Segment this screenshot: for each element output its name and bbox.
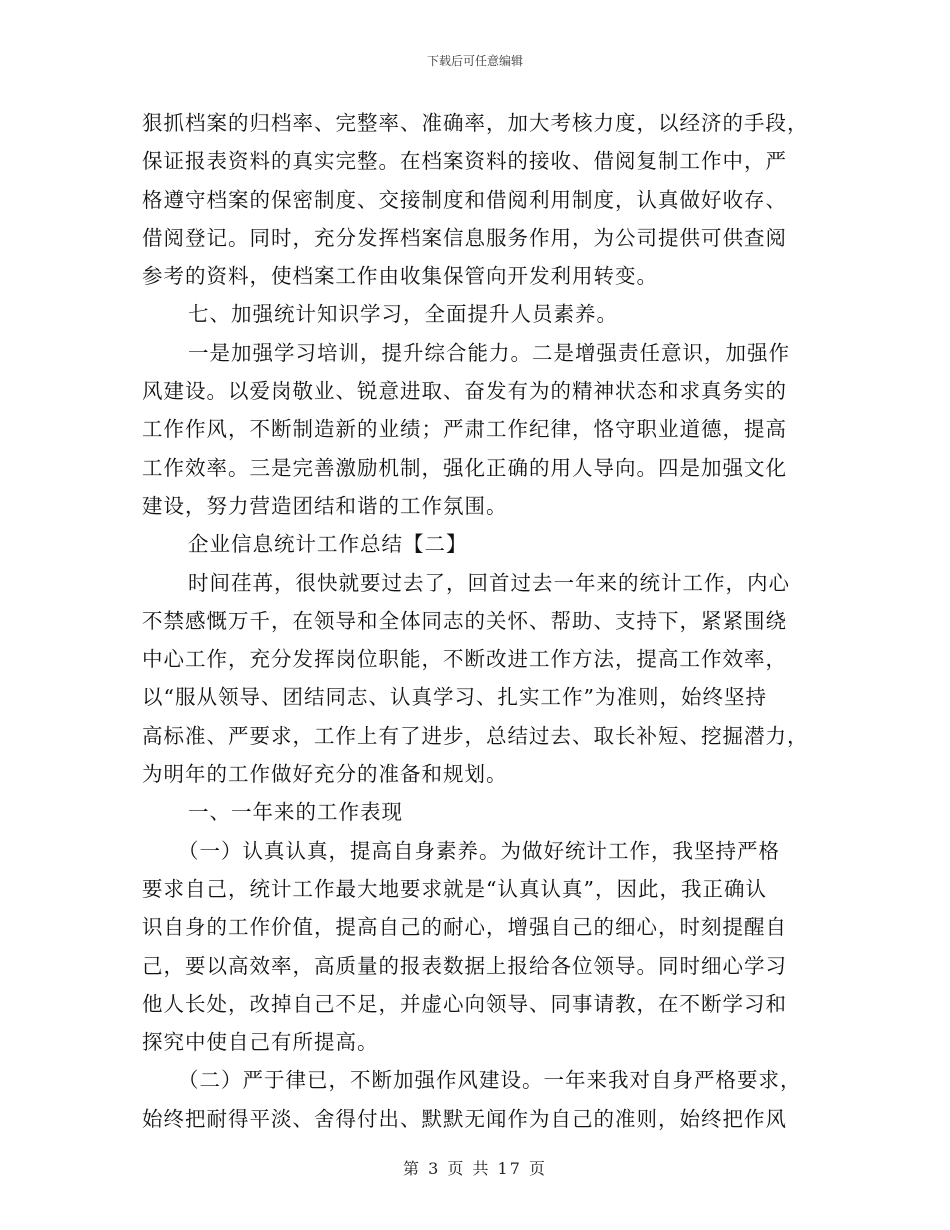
text-line: 一是加强学习培训，提升综合能力。二是增强责任意识，加强作: [188, 340, 790, 365]
text-line: 以“服从领导、团结同志、认真学习、扎实工作”为准则，始终坚持: [142, 685, 767, 710]
text-line: 探究中使自己有所提高。: [142, 1030, 379, 1055]
document-subtitle: 企业信息统计工作总结【二】: [188, 532, 468, 557]
text-line: 格遵守档案的保密制度、交接制度和借阅利用制度，认真做好收存、: [142, 187, 787, 212]
page-header-watermark: 下载后可任意编辑: [426, 54, 523, 68]
text-line: （一）认真认真，提高自身素养。为做好统计工作，我坚持严格: [178, 838, 780, 863]
text-line: 建设，努力营造团结和谐的工作氛围。: [142, 493, 508, 518]
text-line: 工作效率。三是完善激励机制，强化正确的用人导向。四是加强文化: [142, 455, 787, 480]
section-heading: 一、一年来的工作表现: [188, 800, 403, 825]
page-number-footer: 第 3 页 共 17 页: [403, 1159, 547, 1178]
text-line: 风建设。以爱岗敬业、锐意进取、奋发有为的精神状态和求真务实的: [142, 379, 787, 404]
text-line: 要求自己，统计工作最大地要求就是“认真认真”，因此，我正确认: [142, 876, 767, 901]
text-line: 中心工作，充分发挥岗位职能，不断改进工作方法，提高工作效率，: [142, 647, 787, 672]
section-heading: 七、加强统计知识学习，全面提升人员素养。: [188, 302, 618, 327]
text-line: 保证报表资料的真实完整。在档案资料的接收、借阅复制工作中，严: [142, 149, 787, 174]
text-line: 始终把耐得平淡、舍得付出、默默无闻作为自己的准则，始终把作风: [142, 1106, 787, 1131]
text-line: 为明年的工作做好充分的准备和规划。: [142, 762, 508, 787]
text-line: 不禁感慨万千，在领导和全体同志的关怀、帮助、支持下，紧紧围绕: [142, 608, 787, 633]
text-line: 他人长处，改掉自己不足，并虚心向领导、同事请教，在不断学习和: [142, 991, 787, 1016]
text-line: 时间荏苒，很快就要过去了，回首过去一年来的统计工作，内心: [188, 570, 790, 595]
text-line: 己，要以高效率，高质量的报表数据上报给各位领导。同时细心学习: [142, 953, 787, 978]
text-line: 参考的资料，使档案工作由收集保管向开发利用转变。: [142, 264, 658, 289]
text-line: 借阅登记。同时，充分发挥档案信息服务作用，为公司提供可供查阅: [142, 225, 787, 250]
document-body: [142, 104, 808, 1138]
text-line: 狠抓档案的归档率、完整率、准确率，加大考核力度，以经济的手段，: [142, 111, 809, 135]
text-line: 识自身的工作价值，提高自己的耐心，增强自己的细心，时刻提醒自: [142, 915, 787, 940]
text-line: 高标准、严要求，工作上有了进步，总结过去、取长补短、挖掘潜力，: [142, 723, 809, 748]
text-line: 工作作风，不断制造新的业绩；严肃工作纪律，恪守职业道德，提高: [142, 417, 787, 442]
text-line: （二）严于律已，不断加强作风建设。一年来我对自身严格要求，: [178, 1068, 802, 1093]
